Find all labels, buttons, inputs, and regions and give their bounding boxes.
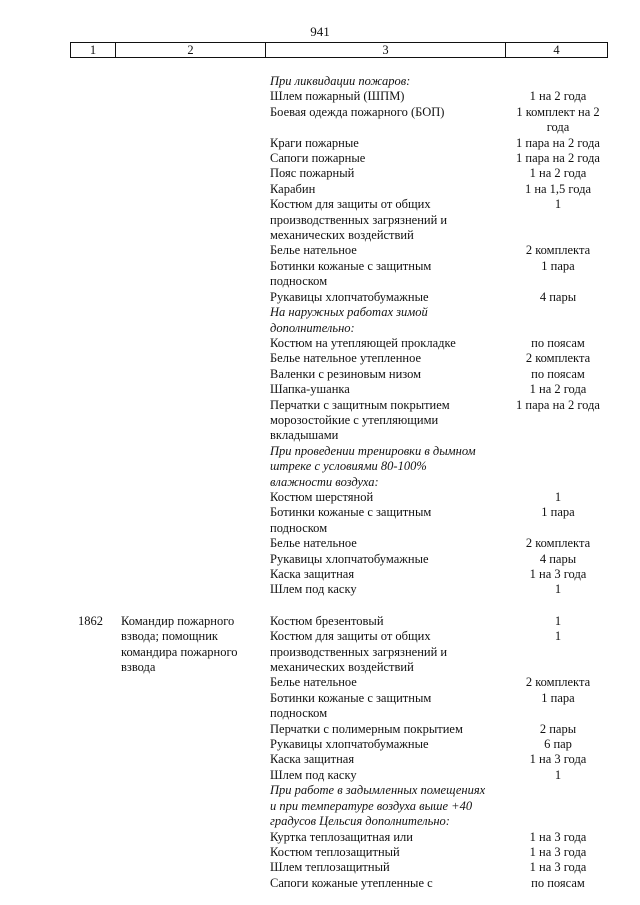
position-name-cell	[115, 305, 265, 320]
position-name-cell	[115, 197, 265, 212]
item-number-cell	[70, 136, 115, 151]
item-name-cell: Белье нательное утепленное	[270, 351, 422, 366]
table-row	[70, 151, 608, 166]
item-name-cell: Краги пожарные	[270, 135, 359, 150]
item-number-cell	[70, 691, 115, 706]
position-name-cell	[115, 783, 265, 798]
item-norm-cell	[508, 660, 608, 675]
item-norm-cell	[508, 475, 608, 490]
item-number-cell	[70, 120, 115, 135]
position-name-cell	[115, 228, 265, 243]
item-number-cell	[70, 290, 115, 305]
item-norm-cell: 1 пара на 2 года	[516, 397, 600, 412]
position-name-cell	[115, 213, 265, 228]
table-row	[70, 552, 608, 567]
item-name-cell: подноском	[270, 520, 328, 535]
item-name-cell: Шлем под каску	[270, 767, 357, 782]
item-norm-cell	[508, 274, 608, 289]
item-name-cell: Карабин	[270, 181, 316, 196]
item-name-cell: При работе в задымленных помещениях	[270, 783, 486, 798]
table-row	[70, 321, 608, 336]
item-name-cell: Рукавицы хлопчатобумажные	[270, 737, 429, 752]
table-row	[70, 660, 608, 675]
item-norm-cell: 1 на 2 года	[529, 166, 587, 181]
table-row	[70, 737, 608, 752]
item-name-cell: производственных загрязнений и	[270, 212, 448, 227]
item-name-cell: Сапоги пожарные	[270, 151, 366, 166]
item-norm-cell: 1 пара	[541, 690, 575, 705]
item-name-cell: Шлем пожарный (ШПМ)	[270, 89, 405, 104]
position-name-cell	[115, 243, 265, 258]
item-norm-cell: 1	[554, 197, 562, 212]
item-number-cell	[70, 783, 115, 798]
table-row	[70, 629, 608, 644]
item-number-cell	[70, 799, 115, 814]
table-header	[70, 42, 608, 58]
item-norm-cell	[508, 814, 608, 829]
position-name-cell	[115, 74, 265, 89]
table-row	[70, 398, 608, 413]
item-name-cell: Ботинки кожаные с защитным	[270, 690, 432, 705]
item-number-cell	[70, 367, 115, 382]
table-row	[70, 89, 608, 104]
item-name-cell: подноском	[270, 706, 328, 721]
item-number-cell	[70, 105, 115, 120]
item-norm-cell: 2 комплекта	[525, 351, 591, 366]
table-row	[70, 351, 608, 366]
position-name-cell	[115, 151, 265, 166]
table-row	[70, 367, 608, 382]
position-name-cell	[115, 336, 265, 351]
item-norm-cell: по поясам	[531, 366, 585, 381]
item-number-cell	[70, 567, 115, 582]
table-row	[70, 444, 608, 459]
item-name-cell: механических воздействий	[270, 660, 414, 675]
item-number-cell	[70, 768, 115, 783]
item-number-cell	[70, 536, 115, 551]
position-name-cell	[115, 845, 265, 860]
column-header-4: 4	[553, 43, 560, 57]
item-norm-cell: 1 пара	[541, 258, 575, 273]
item-name-cell: производственных загрязнений и	[270, 644, 448, 659]
item-name-cell: градусов Цельсия дополнительно:	[270, 814, 450, 829]
position-name-cell	[115, 768, 265, 783]
position-name-cell	[115, 799, 265, 814]
table-row	[70, 197, 608, 212]
item-norm-cell: 1 пара	[541, 505, 575, 520]
item-norm-cell: 2 пары	[539, 721, 577, 736]
table-row	[70, 675, 608, 690]
item-norm-cell: 1 пара на 2 года	[516, 135, 600, 150]
position-name-cell	[115, 567, 265, 582]
item-norm-cell: 4 пары	[539, 551, 577, 566]
position-name-cell	[115, 398, 265, 413]
table-row	[70, 136, 608, 151]
table-row	[70, 120, 608, 135]
item-name-cell: При проведении тренировки в дымном	[270, 443, 476, 458]
column-header-1: 1	[71, 43, 116, 57]
position-name-cell	[115, 444, 265, 459]
item-norm-cell: 2 комплекта	[525, 675, 591, 690]
item-name-cell: Костюм на утепляющей прокладке	[270, 335, 456, 350]
item-number-cell	[70, 321, 115, 336]
item-name-cell: Белье нательное	[270, 675, 357, 690]
item-norm-cell: 1 на 3 года	[529, 752, 587, 767]
position-name-cell	[115, 428, 265, 443]
item-number-cell	[70, 475, 115, 490]
item-name-cell: Костюм для защиты от общих	[270, 629, 431, 644]
table-row	[70, 783, 608, 798]
position-name-cell	[115, 182, 265, 197]
table-row	[70, 290, 608, 305]
item-norm-cell	[508, 213, 608, 228]
table-row	[70, 645, 608, 660]
position-name-cell: командира пожарного	[121, 644, 238, 659]
item-name-cell: Шапка-ушанка	[270, 382, 350, 397]
table-row	[70, 382, 608, 397]
item-norm-cell: 2 комплекта	[525, 243, 591, 258]
table-row	[70, 567, 608, 582]
item-number-cell	[70, 552, 115, 567]
item-number-cell	[70, 398, 115, 413]
table-row	[70, 74, 608, 89]
item-number-cell	[70, 213, 115, 228]
item-number-cell	[70, 444, 115, 459]
item-norm-cell	[508, 459, 608, 474]
position-name-cell	[115, 120, 265, 135]
table-row	[70, 768, 608, 783]
item-number-cell	[70, 413, 115, 428]
item-norm-cell	[508, 444, 608, 459]
item-name-cell: дополнительно:	[270, 320, 355, 335]
table-row	[70, 582, 608, 597]
item-number-cell	[70, 274, 115, 289]
position-name-cell: взвода	[121, 660, 156, 675]
item-number-cell	[70, 89, 115, 104]
item-number-cell	[70, 722, 115, 737]
item-norm-cell: 1 на 2 года	[529, 382, 587, 397]
table-row	[70, 799, 608, 814]
table-row	[70, 274, 608, 289]
position-name-cell: Командир пожарного	[121, 613, 235, 628]
table-row	[70, 752, 608, 767]
table-row	[70, 814, 608, 829]
item-name-cell: Перчатки с защитным покрытием	[270, 397, 450, 412]
position-name-cell	[115, 706, 265, 721]
position-name-cell	[115, 321, 265, 336]
table-body	[70, 74, 608, 891]
table-row	[70, 243, 608, 258]
item-norm-cell: 1 на 3 года	[529, 860, 587, 875]
table-row	[70, 182, 608, 197]
position-name-cell	[115, 274, 265, 289]
item-number-cell	[70, 382, 115, 397]
item-name-cell: Каска защитная	[270, 752, 355, 767]
position-name-cell	[115, 860, 265, 875]
item-number-cell	[70, 675, 115, 690]
item-name-cell: Белье нательное	[270, 536, 357, 551]
position-name-cell	[115, 582, 265, 597]
item-norm-cell: 1 на 3 года	[529, 844, 587, 859]
position-name-cell	[115, 136, 265, 151]
table-row	[70, 413, 608, 428]
item-number-cell	[70, 876, 115, 891]
item-norm-cell	[508, 428, 608, 443]
item-name-cell: штреке с условиями 80-100%	[270, 459, 427, 474]
item-name-cell: Шлем под каску	[270, 582, 357, 597]
item-norm-cell: 1 на 3 года	[529, 829, 587, 844]
table-row	[70, 691, 608, 706]
position-name-cell	[115, 675, 265, 690]
table-row	[70, 459, 608, 474]
item-number-cell	[70, 74, 115, 89]
item-name-cell: Рукавицы хлопчатобумажные	[270, 289, 429, 304]
item-number-cell	[70, 582, 115, 597]
position-name-cell	[115, 521, 265, 536]
item-number-cell	[70, 166, 115, 181]
item-number-cell	[70, 645, 115, 660]
item-name-cell: Сапоги кожаные утепленные с	[270, 875, 433, 890]
position-name-cell	[115, 691, 265, 706]
item-number-cell	[70, 860, 115, 875]
item-name-cell: влажности воздуха:	[270, 474, 379, 489]
table-row	[70, 536, 608, 551]
item-name-cell: Костюм для защиты от общих	[270, 197, 431, 212]
table-row	[70, 228, 608, 243]
table-row	[70, 166, 608, 181]
item-name-cell: Костюм шерстяной	[270, 489, 374, 504]
item-number-cell	[70, 629, 115, 644]
item-name-cell: Куртка теплозащитная или	[270, 829, 413, 844]
item-norm-cell: по поясам	[531, 875, 585, 890]
position-name-cell	[115, 382, 265, 397]
item-norm-cell	[508, 321, 608, 336]
table-row	[70, 336, 608, 351]
position-name-cell	[115, 737, 265, 752]
position-name-cell	[115, 367, 265, 382]
table-row	[70, 428, 608, 443]
table-row	[70, 213, 608, 228]
item-number-cell	[70, 490, 115, 505]
position-name-cell	[115, 290, 265, 305]
item-number-cell	[70, 259, 115, 274]
position-name-cell	[115, 814, 265, 829]
item-number-cell	[70, 336, 115, 351]
table-row	[70, 830, 608, 845]
item-number-cell	[70, 243, 115, 258]
item-norm-cell	[508, 706, 608, 721]
item-name-cell: Рукавицы хлопчатобумажные	[270, 551, 429, 566]
table-row	[70, 521, 608, 536]
column-header-3: 3	[266, 43, 506, 57]
position-name-cell	[115, 752, 265, 767]
item-norm-cell: 4 пары	[539, 289, 577, 304]
item-norm-cell	[508, 305, 608, 320]
item-number-cell	[70, 814, 115, 829]
item-name-cell: Валенки с резиновым низом	[270, 366, 422, 381]
table-row	[70, 876, 608, 891]
item-number-cell	[70, 197, 115, 212]
item-norm-cell: года	[546, 120, 570, 135]
item-name-cell: Боевая одежда пожарного (БОП)	[270, 104, 445, 119]
item-name-cell: Белье нательное	[270, 243, 357, 258]
column-header-2: 2	[116, 43, 266, 57]
item-norm-cell: 1	[554, 489, 562, 504]
item-number-cell	[70, 351, 115, 366]
table-row	[70, 305, 608, 320]
item-name-cell: Костюм брезентовый	[270, 613, 384, 628]
item-norm-cell	[508, 783, 608, 798]
position-name-cell	[115, 105, 265, 120]
position-name-cell	[115, 351, 265, 366]
item-name-cell: Ботинки кожаные с защитным	[270, 258, 432, 273]
position-name-cell	[115, 459, 265, 474]
position-name-cell	[115, 166, 265, 181]
item-norm-cell	[508, 799, 608, 814]
item-norm-cell	[508, 521, 608, 536]
table-row	[70, 105, 608, 120]
item-name-cell: На наружных работах зимой	[270, 305, 428, 320]
table-row	[70, 490, 608, 505]
table-row	[70, 505, 608, 520]
table-row	[70, 259, 608, 274]
item-name-cell: Костюм теплозащитный	[270, 844, 400, 859]
item-norm-cell: 1	[554, 613, 562, 628]
item-norm-cell: 1 на 3 года	[529, 567, 587, 581]
item-name-cell: Перчатки с полимерным покрытием	[270, 721, 463, 736]
position-name-cell	[115, 552, 265, 567]
table-row	[70, 860, 608, 875]
item-norm-cell	[508, 413, 608, 428]
item-number-cell	[70, 151, 115, 166]
position-name-cell	[115, 259, 265, 274]
item-norm-cell: 1	[554, 582, 562, 597]
item-norm-cell: 1 на 1,5 года	[524, 181, 592, 196]
table-row	[70, 706, 608, 721]
position-name-cell	[115, 830, 265, 845]
item-name-cell	[265, 120, 508, 135]
item-number-cell	[70, 737, 115, 752]
item-number-cell	[70, 228, 115, 243]
table-row	[70, 845, 608, 860]
item-number-cell	[70, 706, 115, 721]
item-name-cell: Ботинки кожаные с защитным	[270, 505, 432, 520]
item-norm-cell: 2 комплекта	[525, 536, 591, 551]
item-number-cell: 1862	[78, 613, 103, 628]
item-number-cell	[70, 182, 115, 197]
item-name-cell: При ликвидации пожаров:	[270, 74, 411, 88]
table-row	[70, 722, 608, 737]
item-norm-cell: 1	[554, 629, 562, 644]
item-number-cell	[70, 845, 115, 860]
item-number-cell	[70, 459, 115, 474]
table-row	[70, 614, 608, 629]
item-norm-cell	[508, 74, 608, 89]
position-name-cell	[115, 475, 265, 490]
item-norm-cell: 1 на 2 года	[529, 89, 587, 104]
item-name-cell: механических воздействий	[270, 228, 414, 243]
item-number-cell	[70, 505, 115, 520]
table-row	[70, 475, 608, 490]
item-number-cell	[70, 305, 115, 320]
page-number: 941	[310, 24, 330, 39]
position-name-cell: взвода; помощник	[121, 629, 218, 644]
item-name-cell: Шлем теплозащитный	[270, 860, 390, 875]
item-number-cell	[70, 752, 115, 767]
item-number-cell	[70, 830, 115, 845]
position-name-cell	[115, 505, 265, 520]
item-name-cell: вкладышами	[270, 428, 339, 443]
item-norm-cell	[508, 228, 608, 243]
item-norm-cell: по поясам	[531, 335, 585, 350]
position-name-cell	[115, 490, 265, 505]
item-name-cell: морозостойкие с утепляющими	[270, 412, 439, 427]
item-norm-cell	[508, 645, 608, 660]
item-name-cell: и при температуре воздуха выше +40	[270, 798, 473, 813]
item-norm-cell: 6 пар	[544, 737, 572, 752]
position-name-cell	[115, 413, 265, 428]
item-name-cell: подноском	[270, 274, 328, 289]
item-number-cell	[70, 660, 115, 675]
item-norm-cell: 1 пара на 2 года	[516, 151, 600, 166]
item-norm-cell: 1	[554, 767, 562, 782]
row-spacer	[70, 598, 608, 614]
position-name-cell	[115, 722, 265, 737]
item-number-cell	[70, 428, 115, 443]
item-name-cell: Пояс пожарный	[270, 166, 355, 181]
item-norm-cell: 1 комплект на 2	[516, 104, 600, 119]
position-name-cell	[115, 876, 265, 891]
item-number-cell	[70, 521, 115, 536]
position-name-cell	[115, 89, 265, 104]
item-name-cell: Каска защитная	[270, 567, 355, 581]
position-name-cell	[115, 536, 265, 551]
